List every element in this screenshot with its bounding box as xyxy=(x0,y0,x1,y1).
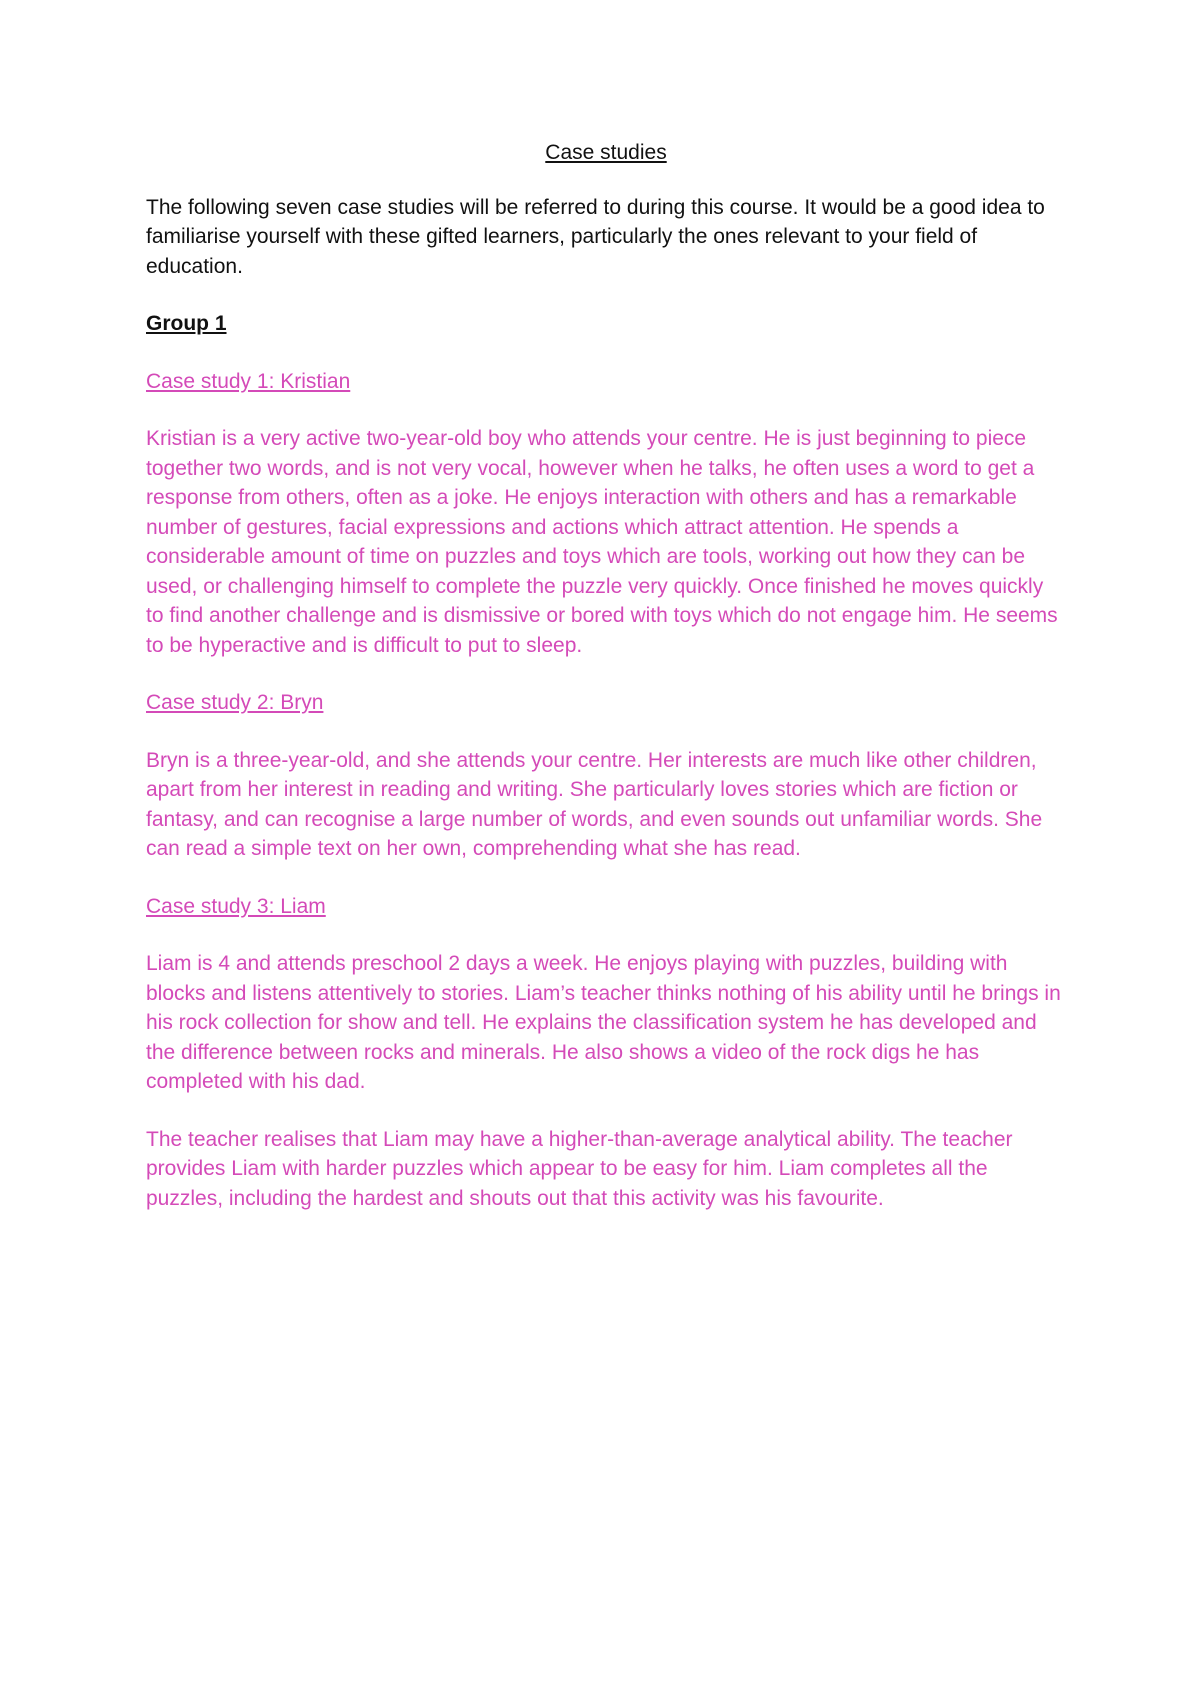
case-study-3-heading: Case study 3: Liam xyxy=(146,894,326,918)
case-study-2-heading: Case study 2: Bryn xyxy=(146,691,324,714)
case-study-1-paragraph: Kristian is a very active two-year-old boy who attends your centre. He is just beginning to piece together two words, and is not very vocal, however when he talks, he often uses a word to get a response from others, often as a joke. He enjoys interaction with others and has a remarkable number of gestures, facial expressions and actions which attract attention. He spends a considerable amount of time on puzzles and toys which are tools, working out how they can be used, or challenging himself to complete the puzzle very quickly. Once finished he moves quickly to find another challenge and is dismissive or bored with toys which do not engage him. He seems to be hyperactive and is difficult to put to sleep. xyxy=(146,427,1058,657)
intro-paragraph: The following seven case studies will be referred to during this course. It would be a good idea to familiarise yourself with these gifted learners, particularly the ones relevant to your field of education. xyxy=(146,195,1045,278)
case-study-3-paragraph-2: The teacher realises that Liam may have a higher-than-average analytical ability. The teacher provides Liam with harder puzzles which appear to be easy for him. Liam completes all the puzzles, including the hardest and shouts out that this activity was his favourite. xyxy=(146,1127,1013,1210)
case-study-3-paragraph-1: Liam is 4 and attends preschool 2 days a week. He enjoys playing with puzzles, building with blocks and listens attentively to stories. Liam’s teacher thinks nothing of his ability until he brings in his rock collection for show and tell. He explains the classification system he has developed and the difference between rocks and minerals. He also shows a video of the rock digs he has completed with his dad. xyxy=(146,952,1061,1093)
page-title: Case studies xyxy=(545,141,667,164)
case-study-2-paragraph: Bryn is a three-year-old, and she attends your centre. Her interests are much like other children, apart from her interest in reading and writing. She particularly loves stories which are fiction or fantasy, and can recognise a large number of words, and even sounds out unfamiliar words. She can read a simple text on her own, comprehending what she has read. xyxy=(146,748,1043,860)
case-study-1-heading: Case study 1: Kristian xyxy=(146,369,351,393)
document-page xyxy=(146,138,1066,1213)
group-heading: Group 1 xyxy=(146,312,227,335)
